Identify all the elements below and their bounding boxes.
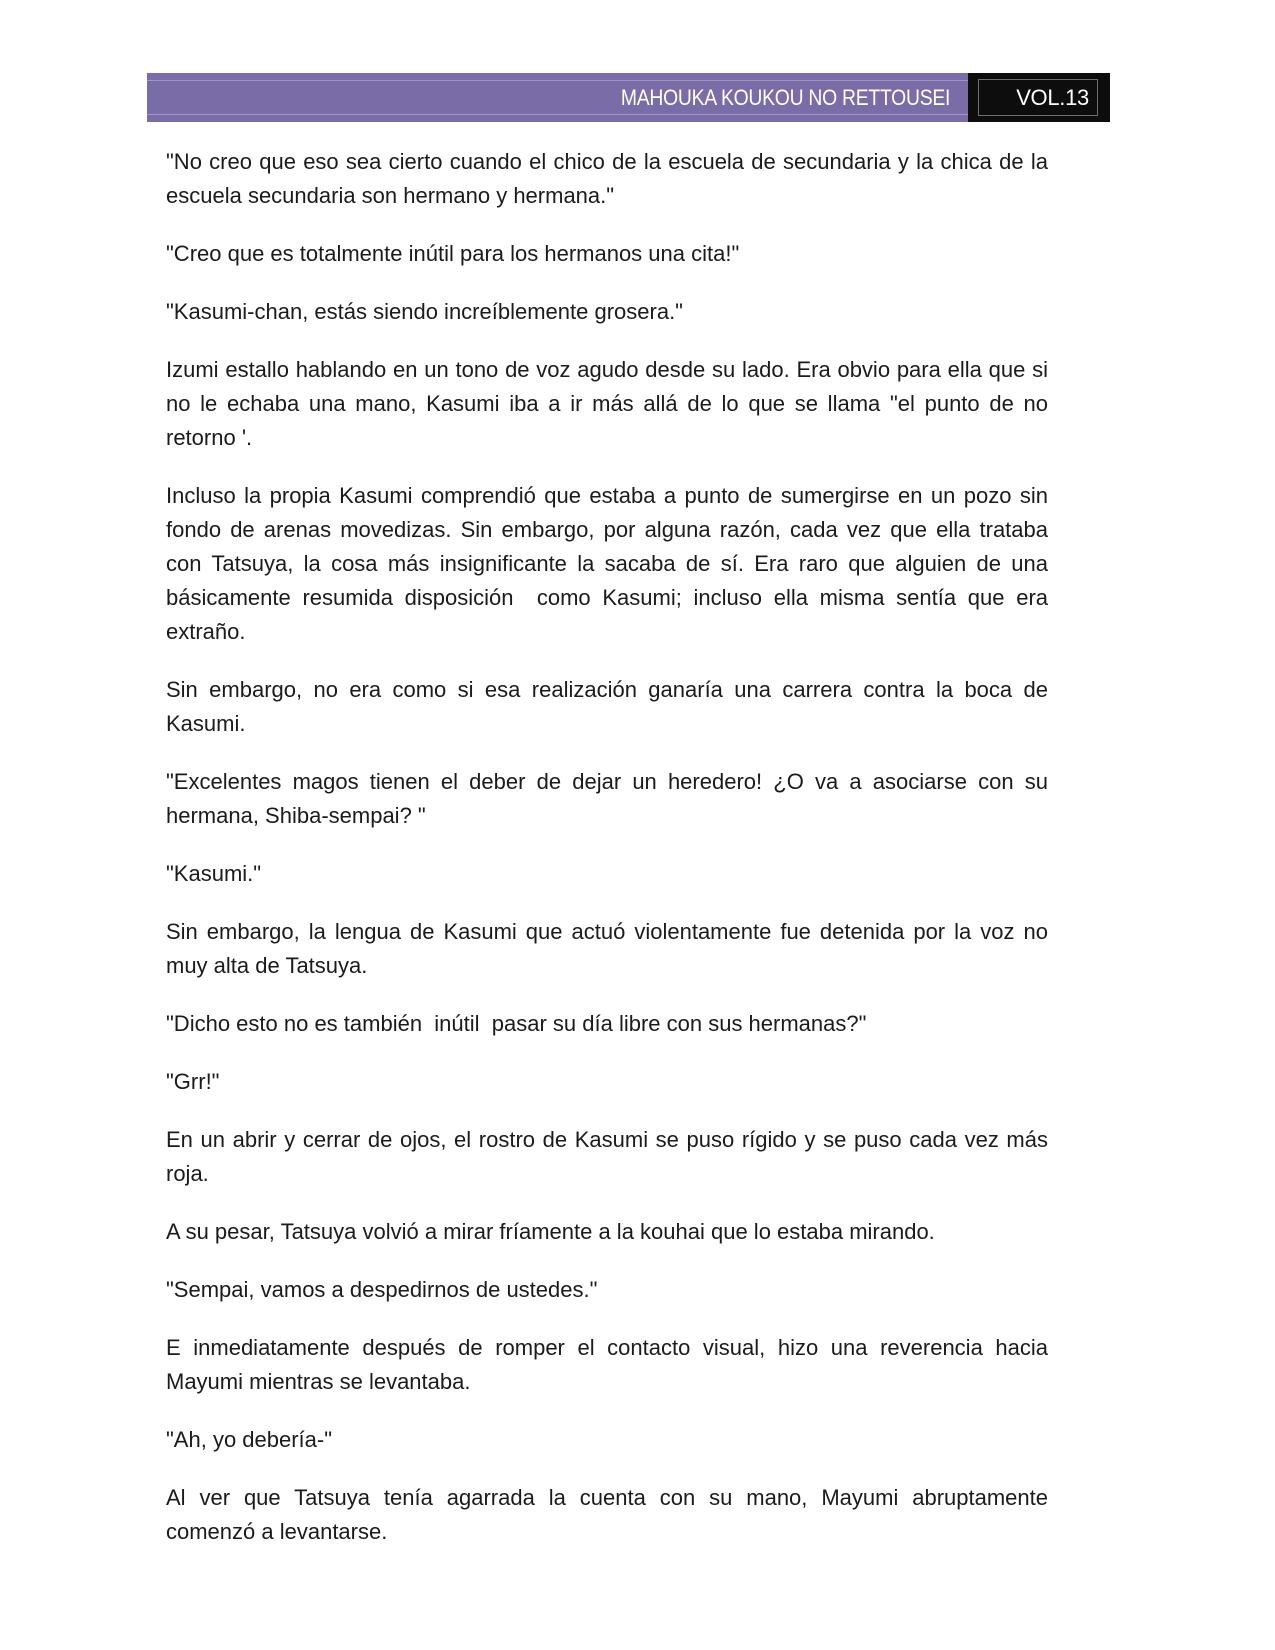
paragraph: "Sempai, vamos a despedirnos de ustedes." (166, 1277, 598, 1302)
paragraph: "Creo que es totalmente inútil para los hermanos una cita!" (166, 241, 740, 266)
paragraph: Al ver que Tatsuya tenía agarrada la cuenta con su mano, Mayumi abruptamente comenzó a levantarse. (166, 1485, 1055, 1544)
paragraph: "Kasumi-chan, estás siendo increíblemente grosera." (166, 299, 683, 324)
header-title-band (147, 73, 968, 122)
page-body (166, 145, 1061, 1573)
paragraph: Sin embargo, la lengua de Kasumi que actuó violentamente fue detenida por la voz no muy alta de Tatsuya. (166, 919, 1055, 978)
volume-label: VOL.13 (978, 79, 1098, 116)
paragraph: "Ah, yo debería-" (166, 1427, 333, 1452)
paragraph: "Dicho esto no es también inútil pasar su día libre con sus hermanas?" (166, 1011, 867, 1036)
paragraph: Izumi estallo hablando en un tono de voz agudo desde su lado. Era obvio para ella que si no le echaba una mano, Kasumi iba a ir más allá de lo que se llama "el punto de no retorno '. (166, 357, 1055, 450)
paragraph: "Grr!" (166, 1069, 220, 1094)
paragraph: "No creo que eso sea cierto cuando el chico de la escuela de secundaria y la chica de la escuela secundaria son hermano y hermana." (166, 149, 1055, 208)
paragraph: E inmediatamente después de romper el contacto visual, hizo una reverencia hacia Mayumi mientras se levantaba. (166, 1335, 1055, 1394)
paragraph: "Excelentes magos tienen el deber de dejar un heredero! ¿O va a asociarse con su hermana, Shiba-sempai? " (166, 769, 1055, 828)
volume-badge (968, 73, 1110, 122)
book-title: MAHOUKA KOUKOU NO RETTOUSEI (620, 85, 950, 110)
paragraph: Incluso la propia Kasumi comprendió que estaba a punto de sumergirse en un pozo sin fondo de arenas movedizas. Sin embargo, por alguna razón, cada vez que ella trataba con Tatsuya, la cosa más insignificante la sacaba de sí. Era raro que alguien de una básicamente resumida disposición como Kasumi; incluso ella misma sentía que era extraño. (166, 483, 1061, 644)
paragraph: Sin embargo, no era como si esa realización ganaría una carrera contra la boca de Kasumi. (166, 677, 1055, 736)
paragraph: En un abrir y cerrar de ojos, el rostro de Kasumi se puso rígido y se puso cada vez más roja. (166, 1127, 1055, 1186)
page-header (147, 73, 1110, 122)
paragraph: A su pesar, Tatsuya volvió a mirar fríamente a la kouhai que lo estaba mirando. (166, 1219, 935, 1244)
paragraph: "Kasumi." (166, 861, 262, 886)
